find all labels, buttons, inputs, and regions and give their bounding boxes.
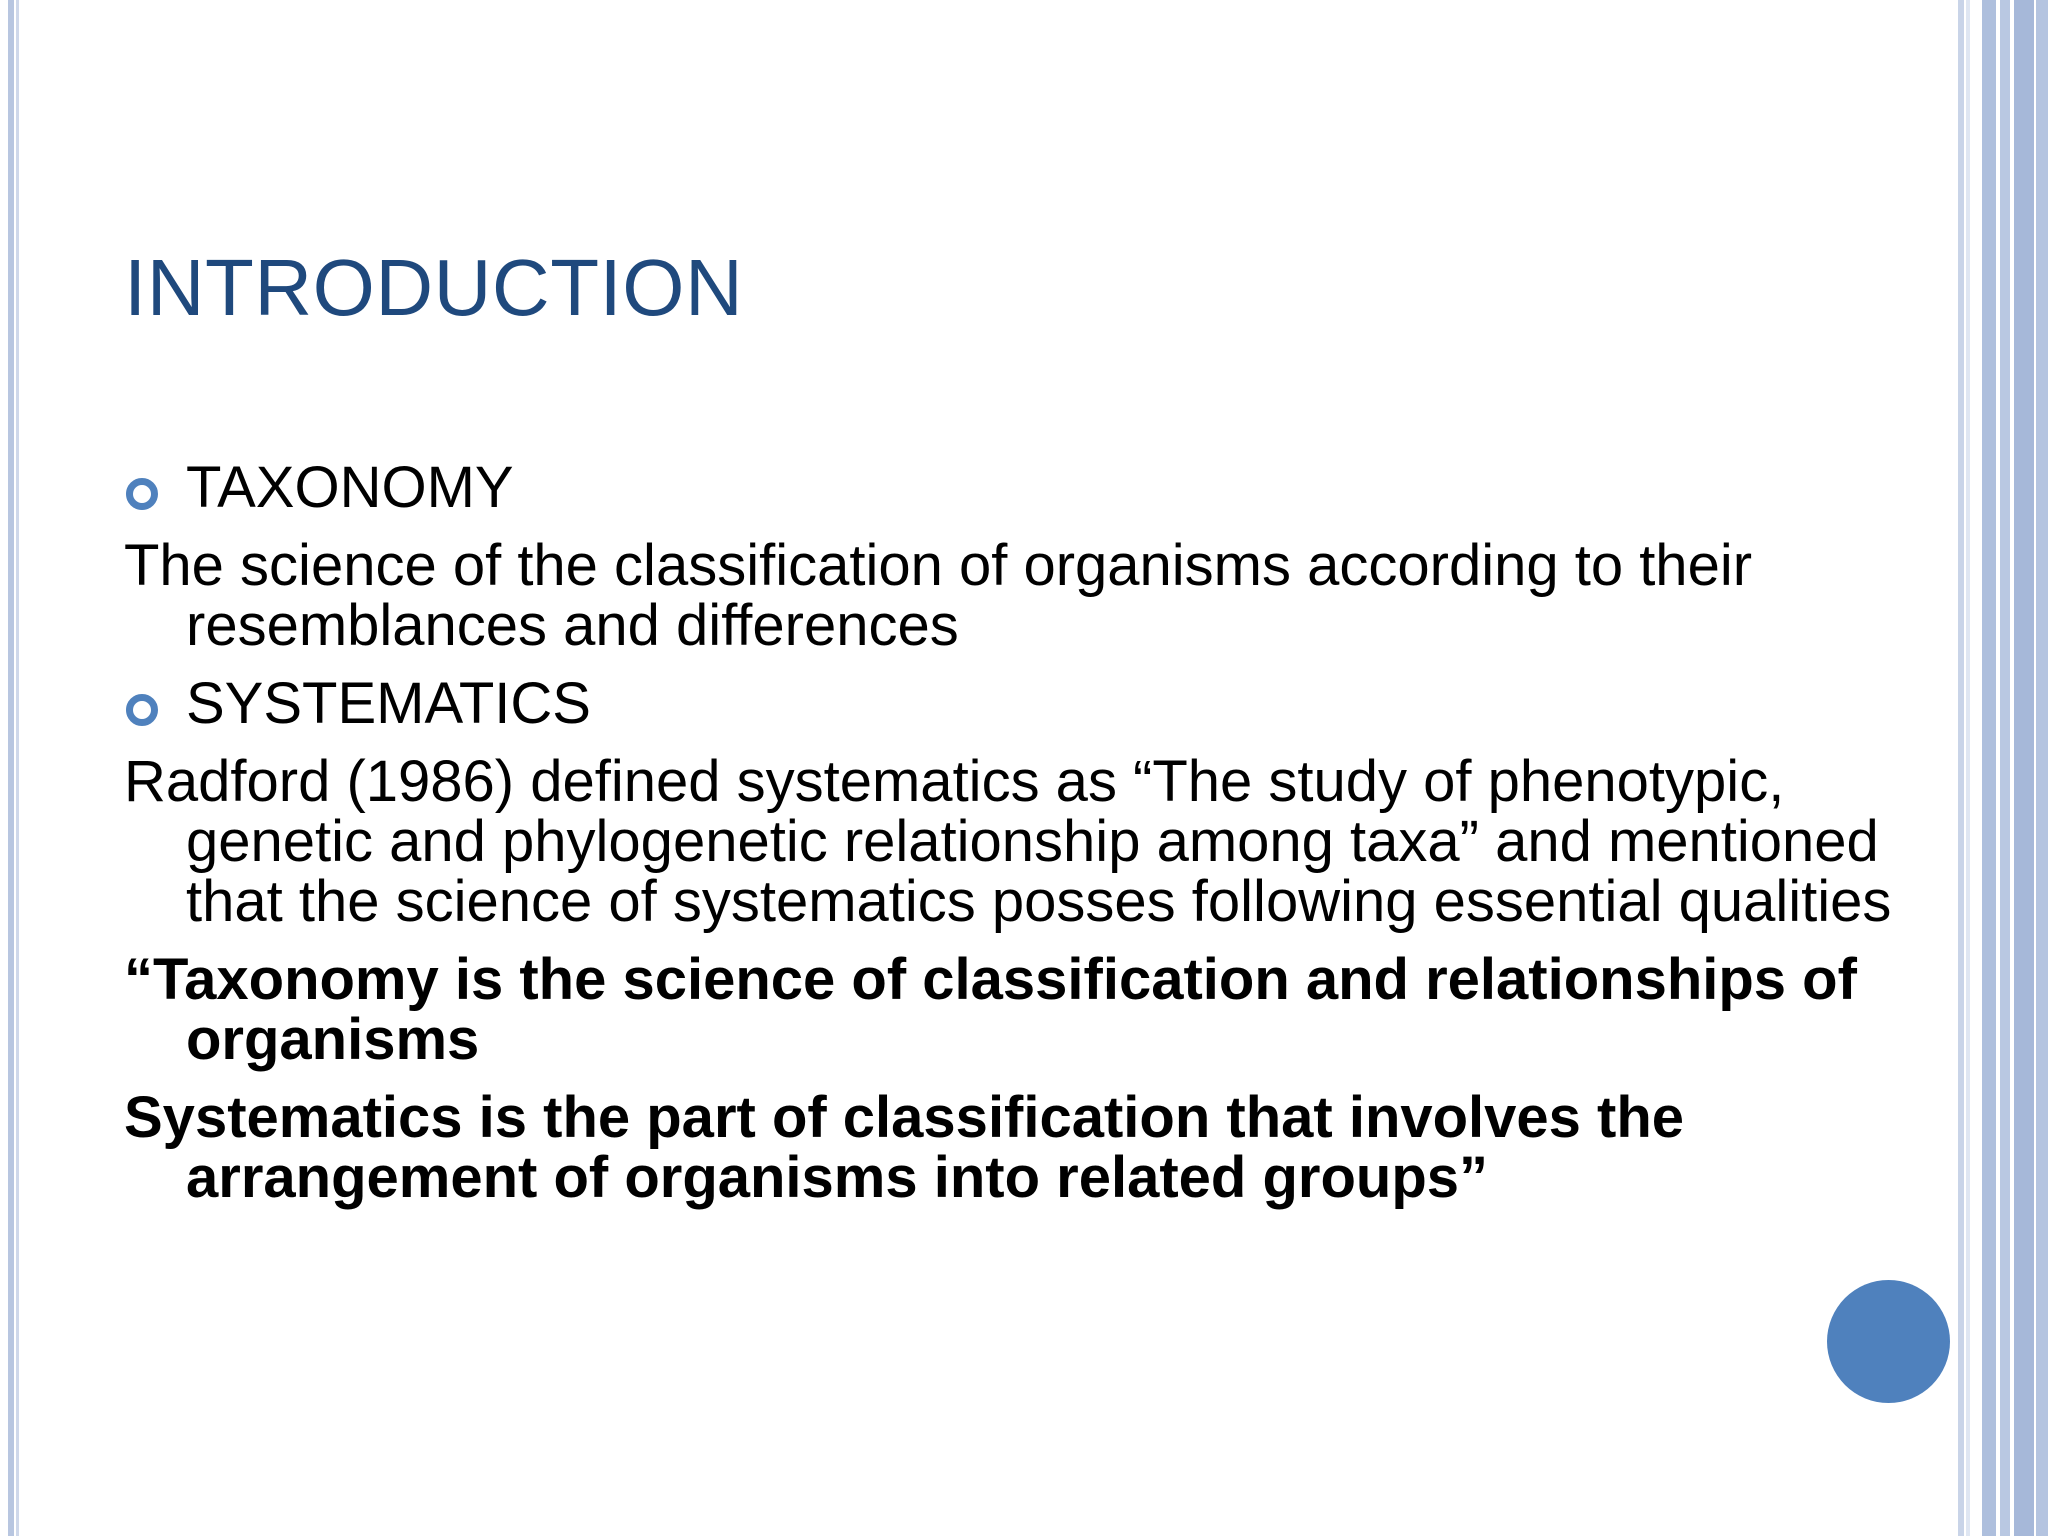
bullet-label: SYSTEMATICS (186, 671, 591, 736)
hollow-circle-bullet-icon (126, 694, 158, 726)
hollow-circle-bullet-icon (126, 478, 158, 510)
bullet-label: TAXONOMY (186, 455, 514, 520)
filled-circle-decoration (1827, 1280, 1950, 1403)
quote-paragraph: “Taxonomy is the science of classification and relationships of organisms (124, 947, 1857, 1072)
bullet-item-taxonomy (124, 455, 1904, 520)
right-border-stripe (1966, 0, 1970, 1536)
right-border-stripe (2014, 0, 2034, 1536)
right-border-stripe (2000, 0, 2010, 1536)
left-border-stripe-inner (16, 0, 19, 1536)
right-border-stripe (2036, 0, 2048, 1536)
right-border-stripe (1958, 0, 1964, 1536)
quote-paragraph: Systematics is the part of classification that involves the arrangement of organisms into related groups” (124, 1085, 1685, 1210)
slide-title: INTRODUCTION (124, 243, 744, 332)
bullet-item-systematics (124, 671, 1904, 736)
definition-paragraph: The science of the classification of organisms according to their resemblances and differences (124, 533, 1753, 658)
definition-paragraph: Radford (1986) defined systematics as “The study of phenotypic, genetic and phylogenetic relationship among taxa” and mentioned that the science of systematics posses following essential qualities (124, 749, 1892, 934)
left-border-stripe (8, 0, 14, 1536)
right-border-stripe (1982, 0, 1996, 1536)
slide-content (124, 455, 1904, 1226)
